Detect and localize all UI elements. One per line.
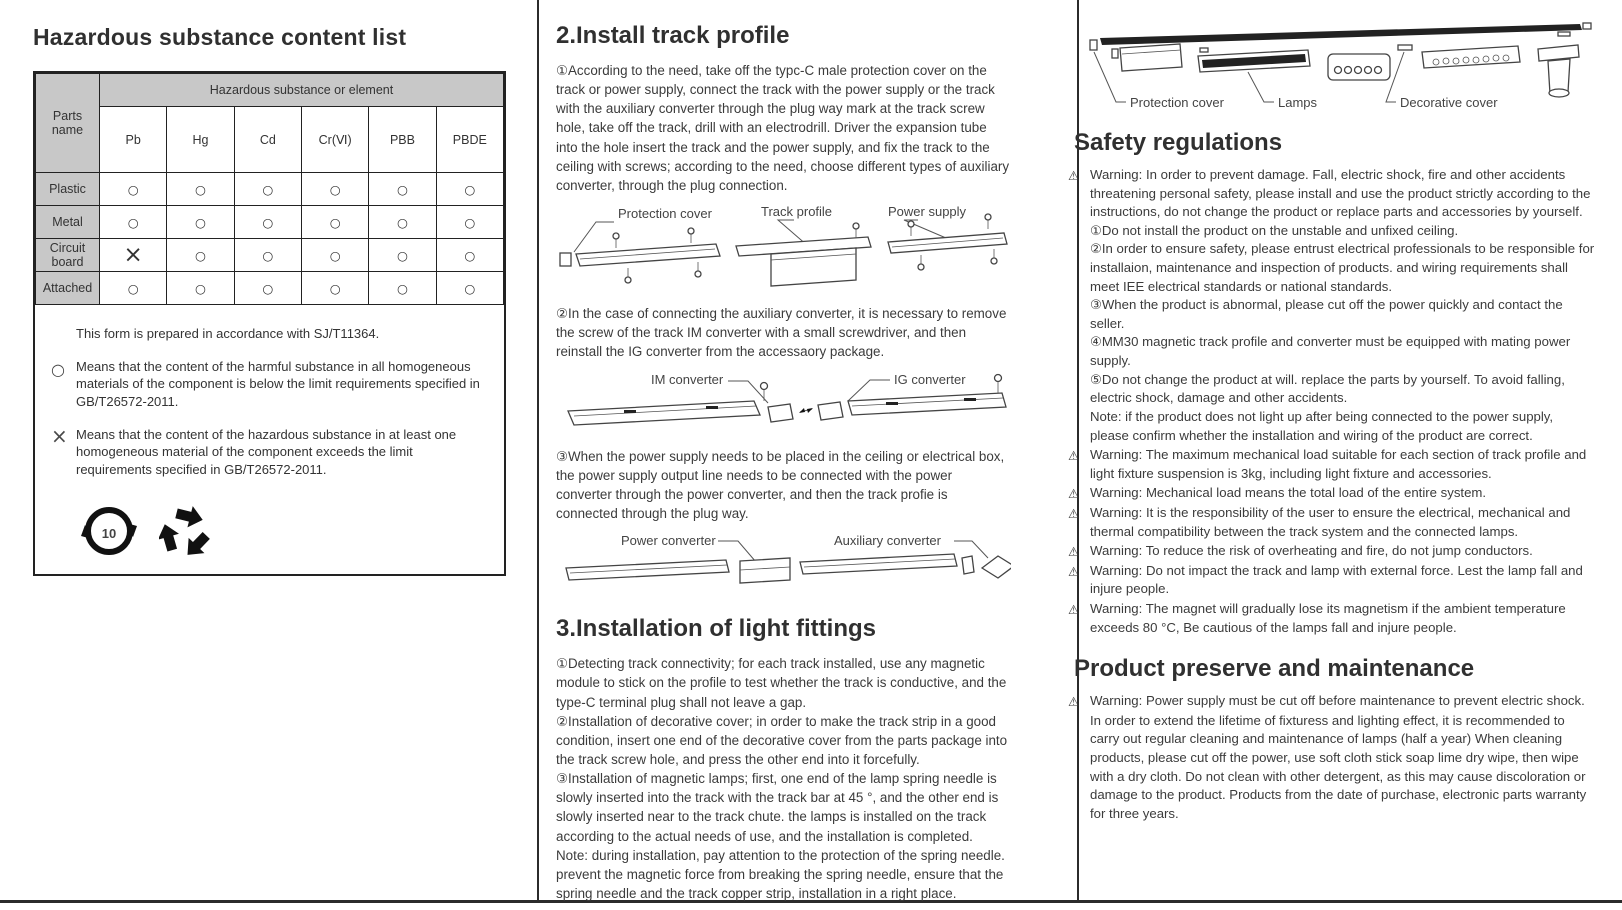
parts-name-header: Parts name <box>36 74 100 173</box>
fittings-step3: ③Installation of magnetic lamps; first, one end of the lamp spring needle is slowly inserted into the track with the track bar at 45 °, and the other end is slowly inserted near to the track chute. the lamps is installed on the track according to the actual needs of use, and the installation is completed. <box>556 771 999 844</box>
mark-cell: ○ <box>436 173 503 206</box>
mark-cell: ○ <box>301 272 368 305</box>
svg-text:Decorative cover: Decorative cover <box>1400 95 1498 110</box>
row-label: Circuit board <box>36 239 100 272</box>
safety-warning-4: ⚠ Warning: It is the responsibility of the user to ensure the electrical, mechanical and thermal compatibility between the track system and the connected lamps. <box>1068 504 1571 539</box>
scalloped-lamp-drawing <box>1422 46 1520 68</box>
track-profile-diagram <box>556 202 1011 298</box>
decorative-cover-drawing <box>1398 45 1412 50</box>
warning-triangle-icon: ⚠ <box>1068 544 1080 560</box>
svg-text:Protection cover: Protection cover <box>1130 95 1224 110</box>
mark-cell: ○ <box>167 173 234 206</box>
substance-group-header: Hazardous substance or element <box>100 74 504 107</box>
mark-cell: ○ <box>369 272 436 305</box>
mark-cell: ○ <box>167 239 234 272</box>
mark-cell: ○ <box>436 239 503 272</box>
maintenance-body: In order to extend the lifetime of fixturess and lighting effect, it is recommended to carry out regular cleaning and maintenance of lamps (half a year) When cleaning products, please cut off the power, use soft cloth stick soap lime dry wipe, then wipe with a dry cloth. Do not clean with other detergent, as this may cause discoloration or damage to the product. Products from the date of purchase, electronic parts warranty for three years. <box>1090 712 1587 821</box>
warning-triangle-icon: ⚠ <box>1068 563 1080 579</box>
linear-lamp-drawing <box>1198 48 1310 72</box>
mark-cell: ○ <box>234 206 301 239</box>
svg-text:IG converter: IG converter <box>894 371 966 387</box>
mark-cell: ○ <box>301 206 368 239</box>
safety-section <box>1068 0 1595 825</box>
table-row-plastic <box>36 173 504 206</box>
install-section <box>556 0 1011 903</box>
install-track-step2: ②In the case of connecting the auxiliary converter, it is necessary to remove the screw of the track IM converter with a small screwdriver, and then reinstall the IG converter from the accessaory package. <box>556 306 1007 360</box>
mark-cell: ○ <box>234 272 301 305</box>
converter-diagram <box>556 369 1011 441</box>
table-row-circuit-board <box>36 239 504 272</box>
install-track-step1: ①According to the need, take off the typc-C male protection cover on the track or power supply, connect the track with the power supply or the track with the auxiliary converter through the plug way mark at the track screw hole, take off the track, drill with an electrodrill. Driver the expansion tube into the hole insert the track and the power supply, and fix the track to the ceiling with screws; according to the need, choose different types of auxiliary converter, through the plug connection. <box>556 63 1010 193</box>
column-divider-left <box>537 0 539 901</box>
legend-cross-text: Means that the content of the hazardous substance in at least one homogeneous material of the component exceeds the limit requirements specified in GB/T26572-2011. <box>76 426 457 478</box>
cross-mark-icon: × <box>51 423 68 448</box>
table-row-metal <box>36 206 504 239</box>
spotlight-drawing <box>1538 45 1579 97</box>
mark-cell: ○ <box>167 272 234 305</box>
install-fittings-heading: 3.Installation of light fittings <box>556 615 876 643</box>
row-label: Metal <box>36 206 100 239</box>
svg-text:Power supply: Power supply <box>888 204 967 220</box>
mark-cell: ○ <box>100 206 167 239</box>
warning-triangle-icon: ⚠ <box>1068 448 1080 464</box>
table-row-attached <box>36 272 504 305</box>
hazard-title: Hazardous substance content list <box>33 24 407 50</box>
svg-text:Protection cover: Protection cover <box>618 206 712 222</box>
install-track-step3: ③When the power supply needs to be placed in the ceiling or electrical box, the power supply output line needs to be connected with the power converter through the power converter, and then the track profie is connected through the plug way. <box>556 448 1005 522</box>
mark-cell: ○ <box>369 206 436 239</box>
safety-warning-7: ⚠ Warning: The magnet will gradually lose its magnetism if the ambient temperature exceeds 80 °C, Be cautious of the lamps fall and injure people. <box>1068 601 1566 635</box>
legend-circle-row <box>51 358 490 411</box>
warning-triangle-icon: ⚠ <box>1068 694 1080 710</box>
hazard-box <box>33 71 506 576</box>
mark-cell: ○ <box>100 173 167 206</box>
hazard-section <box>33 0 506 576</box>
power-converter-diagram <box>556 530 1011 588</box>
fittings-step2: ②Installation of decorative cover; in order to make the track strip in a good condition, insert one end of the decorative cover from the parts package into the track screw hole, and press the other end into it forcefully. <box>556 713 1008 767</box>
track-profile-drawing <box>736 223 871 286</box>
power-converter-drawing <box>566 558 790 583</box>
warning-triangle-icon: ⚠ <box>1068 486 1080 502</box>
legend-cross-row <box>51 423 490 479</box>
circle-mark-icon: ○ <box>51 359 65 379</box>
install-fittings-steps <box>556 654 1011 903</box>
compliance-icons <box>81 503 490 559</box>
maintenance-warning: ⚠ Warning: Power supply must be cut off before maintenance to prevent electric shock. <box>1068 693 1585 710</box>
efup-10-icon <box>81 503 137 559</box>
row-label: Attached <box>36 272 100 305</box>
svg-text:Auxiliary converter: Auxiliary converter <box>834 533 941 549</box>
mark-cell: ○ <box>234 239 301 272</box>
mark-cell: × <box>100 239 167 272</box>
parts-overview-diagram <box>1088 18 1593 114</box>
legend-circle-text: Means that the content of the harmful substance in all homogeneous materials of the component is below the limit requirements specified in GB/T26572-2011. <box>76 358 480 410</box>
svg-text:IM converter: IM converter <box>651 371 724 387</box>
install-track-heading: 2.Install track profile <box>556 22 790 49</box>
power-supply-drawing <box>888 214 1007 270</box>
maintenance-heading: Product preserve and maintenance <box>1074 655 1475 683</box>
row-label: Plastic <box>36 173 100 206</box>
auxiliary-converter-drawing <box>800 554 1011 578</box>
mark-cell: ○ <box>369 173 436 206</box>
svg-text:Track profile: Track profile <box>761 204 833 220</box>
mark-cell: ○ <box>301 173 368 206</box>
warning-triangle-icon: ⚠ <box>1068 602 1080 618</box>
warning-triangle-icon: ⚠ <box>1068 168 1080 183</box>
fittings-step1: ①Detecting track connectivity; for each track installed, use any magnetic module to stick on the profile to test whether the track is conductive, and the type-C terminal plug shall not leave a gap. <box>556 656 1007 710</box>
legend-intro-text: This form is prepared in accordance with SJ/T11364. <box>76 326 380 341</box>
svg-text:Lamps: Lamps <box>1278 95 1318 110</box>
safety-warning-1: ⚠ Warning: In order to prevent damage. Fall, electric shock, fire and other accidents threatening personal safety, please install and use the product strictly according to the instructions, do not change the product or replace parts and accessories by yourself. ①Do not install the product on the unstable and unfixed ceiling. ②In order to ensure safety, please entrust electrical professionals to be responsible for installaion, maintenance and inspection of products. and wiring requirements shall meet IEE electrical standards or national standards. ③When the product is abnormal, please cut off the power quickly and contact the seller. ④MM30 magnetic track profile and converter must be equipped with mating power supply. ⑤Do not change the product at will. replace the parts by yourself. To avoid falling, electric shock, damage and other accidents. Note: if the product does not light up after being connected to the power supply, please confirm whether the installation and wiring of the product are correct. <box>1068 167 1595 443</box>
column-header-pb: Pb <box>100 107 167 173</box>
im-converter-drawing <box>568 382 793 425</box>
magnetic-connector-drawing <box>1328 54 1390 80</box>
svg-text:Power converter: Power converter <box>621 533 716 549</box>
column-header-pbde: PBDE <box>436 107 503 173</box>
mark-cell: ○ <box>301 239 368 272</box>
fittings-note: Note: during installation, pay attention to the protection of the spring needle. prevent the magnetic force from breaking the spring needle, ensure that the spring needle and the track copper strip, installation in a right place. <box>556 847 1005 902</box>
power-supply-box-drawing <box>1112 44 1182 71</box>
mark-cell: ○ <box>167 206 234 239</box>
mark-cell: ○ <box>234 173 301 206</box>
mark-cell: ○ <box>369 239 436 272</box>
svg-text:10: 10 <box>101 525 117 541</box>
safety-warning-3: ⚠ Warning: Mechanical load means the total load of the entire system. <box>1068 485 1487 502</box>
mark-cell: ○ <box>100 272 167 305</box>
column-header-hg: Hg <box>167 107 234 173</box>
mark-cell: ○ <box>436 206 503 239</box>
safety-warning-2: ⚠ Warning: The maximum mechanical load suitable for each section of track profile and light fixture suspension is 3kg, including light fixture and accessories. <box>1068 447 1587 481</box>
legend-spacer <box>51 325 76 343</box>
legend-intro-row <box>51 325 490 343</box>
column-header-pbb: PBB <box>369 107 436 173</box>
column-header-cd: Cd <box>234 107 301 173</box>
hazard-legend <box>35 305 504 559</box>
column-header-cr: Cr(Ⅵ) <box>301 107 368 173</box>
safety-warning-6: ⚠ Warning: Do not impact the track and lamp with external force. Lest the lamp fall and injure people. <box>1068 562 1583 597</box>
safety-heading: Safety regulations <box>1074 129 1283 156</box>
safety-warning-5: ⚠ Warning: To reduce the risk of overheating and fire, do not jump conductors. <box>1068 543 1533 560</box>
recycle-icon <box>159 505 211 557</box>
hazard-table <box>35 73 504 305</box>
mark-cell: ○ <box>436 272 503 305</box>
protection-cover-drawing <box>560 228 720 283</box>
warning-triangle-icon: ⚠ <box>1068 505 1080 521</box>
